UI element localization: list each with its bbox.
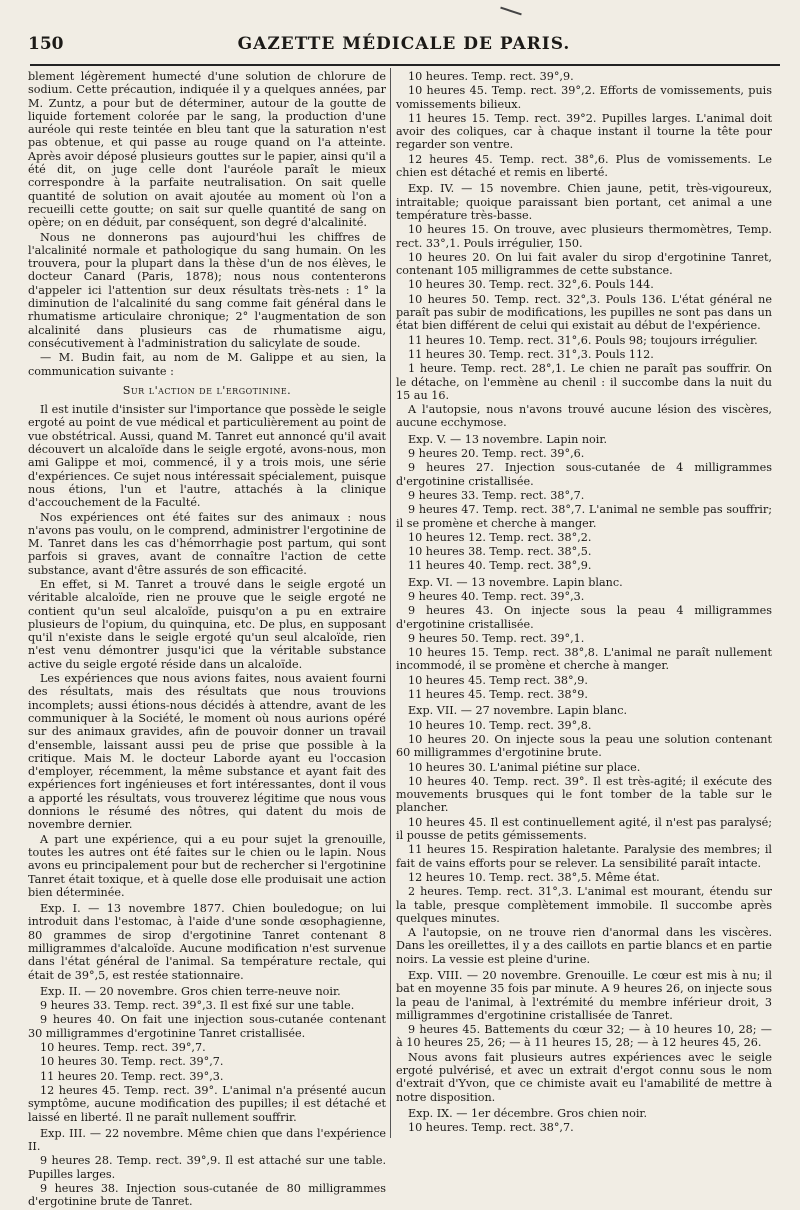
paragraph: 10 heures 15. On trouve, avec plusieurs thermomètres, Temp. rect. 33°,1. Pouls irrégulier, 150. xyxy=(396,223,772,250)
paragraph: 10 heures 45. Temp rect. 38°,9. xyxy=(408,673,588,687)
journal-title: GAZETTE MÉDICALE DE PARIS. xyxy=(237,34,571,54)
paragraph: Les expériences que nous avions faites, nous avaient fourni des résultats, mais des résultats que nous trouvions incomplets; aussi étions-nous décidés à attendre, avant de les communiquer à la Société, le moment où nous aurions opéré sur des animaux gravides, afin de pouvoir donner un travail d'ensemble, laissant aussi peu de prise que possible à la critique. Mais M. le docteur Laborde ayant eu l'occasion d'employer, récemment, la même substance et ayant fait des expériences fort ingénieuses et fort intéressantes, dont il vous a apporté les résultats, vous trouverez légitime que nous vous donnions le résumé des nôtres, qui datent du mois de novembre dernier. xyxy=(28,672,386,832)
left-column xyxy=(28,70,386,1210)
paragraph: 10 heures 30. Temp. rect. 39°,7. xyxy=(40,1055,224,1069)
experiment-heading: Exp. I. — 13 novembre 1877. Chien bouledogue; on lui introduit dans l'estomac, à l'aide d'une sonde œsophagienne, 80 grammes de sirop d'ergotinine Tanret contenant 8 milligrammes d'alcaloïde. Aucune modification n'est survenue dans l'état général de l'animal. Sa température rectale, qui était de 39°,5, est restée stationnaire. xyxy=(28,902,386,982)
experiment-heading: Exp. VII. — 27 novembre. Lapin blanc. xyxy=(408,704,628,718)
paragraph: 2 heures. Temp. rect. 31°,3. L'animal est mourant, étendu sur la table, presque complètement immobile. Il succombe après quelques minutes. xyxy=(396,885,772,925)
paragraph: 12 heures 10. Temp. rect. 38°,5. Même état. xyxy=(408,870,660,884)
paragraph: 10 heures. Temp. rect. 38°,7. xyxy=(408,1121,574,1135)
experiment-heading: Exp. III. — 22 novembre. Même chien que dans l'expérience II. xyxy=(28,1126,386,1154)
paragraph: Il est inutile d'insister sur l'importance que possède le seigle ergoté au point de vue médical et particulièrement au point de vue obstétrical. Aussi, quand M. Tanret eut annoncé qu'il avait découvert un alcaloïde dans le seigle ergoté, avons-nous, mon ami Galippe et moi, commencé, il y a trois mois, une série d'expériences. Ce sujet nous intéressait spécialement, puisque nous étions, l'un et l'autre, attachés à la clinique d'accouchement de la Faculté. xyxy=(28,403,386,510)
right-column xyxy=(396,70,772,1136)
paragraph: Nous ne donnerons pas aujourd'hui les chiffres de l'alcalinité normale et pathologique du sang humain. On les trouvera, pour la plupart dans la thèse d'un de nos élèves, le docteur Canard (Paris, 1878); nous nous contenterons d'appeler ici l'attention sur deux résultats très-nets : 1° la diminution de l'alcalinité du sang comme fait général dans le rhumatisme articulaire chronique; 2° l'augmentation de son alcalinité dans plusieurs cas de rhumatisme aigu, consécutivement à l'administration du salicylate de soude. xyxy=(28,230,386,350)
paragraph: 12 heures 45. Temp. rect. 38°,6. Plus de vomissements. Le chien est détaché et remis en liberté. xyxy=(396,152,772,180)
paragraph: A l'autopsie, nous n'avons trouvé aucune lésion des viscères, aucune ecchymose. xyxy=(396,403,772,430)
paragraph: 11 heures 30. Temp. rect. 31°,3. Pouls 112. xyxy=(408,347,654,361)
paragraph: 10 heures 20. On injecte sous la peau une solution contenant 60 milligrammes d'ergotinine brute. xyxy=(396,732,772,760)
paragraph: 10 heures 50. Temp. rect. 32°,3. Pouls 136. L'état général ne paraît pas subir de modifications, les pupilles ne sont pas dans un état bien différent de celui qui existait au début de l'expérience. xyxy=(396,292,772,333)
paragraph: 11 heures 15. Temp. rect. 39°2. Pupilles larges. L'animal doit avoir des coliques, car à chaque instant il tourne la tête pour regarder son ventre. xyxy=(396,111,772,152)
paragraph: 10 heures 30. L'animal piétine sur place. xyxy=(408,760,641,774)
paragraph: 10 heures 30. Temp. rect. 32°,6. Pouls 144. xyxy=(408,278,654,292)
paragraph: 10 heures. Temp. rect. 39°,7. xyxy=(40,1041,206,1055)
paragraph: — M. Budin fait, au nom de M. Galippe et au sien, la communication suivante : xyxy=(28,351,386,378)
paragraph: 9 heures 45. Battements du cœur 32; — à 10 heures 10, 28; — à 10 heures 25, 26; — à 11 heures 15, 28; — à 12 heures 45, 26. xyxy=(396,1023,772,1050)
paragraph: Nos expériences ont été faites sur des animaux : nous n'avons pas voulu, on le comprend, administrer l'ergotinine de M. Tanret dans les cas d'hémorrhagie post partum, qui sont parfois si graves, avant de connaître l'action de cette substance, avant d'être assurés de son efficacité. xyxy=(28,510,386,577)
experiment-heading: Exp. VI. — 13 novembre. Lapin blanc. xyxy=(408,575,623,589)
paragraph: Nous avons fait plusieurs autres expériences avec le seigle ergoté pulvérisé, et avec un extrait d'ergot connu sous le nom d'extrait d'Yvon, que ce chimiste avait eu l'amabilité de mettre à notre disposition. xyxy=(396,1050,772,1104)
section-title: Sur l'action de l'ergotinine. xyxy=(122,383,292,397)
experiment-heading: Exp. IX. — 1er décembre. Gros chien noir. xyxy=(408,1106,648,1120)
paragraph: blement légèrement humecté d'une solution de chlorure de sodium. Cette précaution, indiquée il y a quelques années, par M. Zuntz, a pour but de déterminer, autour de la goutte de liquide fortement colorée par le sang, la production d'une auréole qui reste teintée en bleu tant que la saturation n'est pas obtenue, et qui passe au rouge quand on l'a atteinte. Après avoir déposé plusieurs gouttes sur le papier, ainsi qu'il a été dit, on juge celle dont l'auréole paraît le mieux correspondre à la parfaite neutralisation. On sait quelle quantité de solution on avait ajoutée au moment où l'on a recueilli cette goutte; on sait sur quelle quantité de sang on opère; on en déduit, par conséquent, son degré d'alcalinité. xyxy=(28,70,386,230)
paragraph: 10 heures 20. On lui fait avaler du sirop d'ergotinine Tanret, contenant 105 milligrammes de cette substance. xyxy=(396,250,772,278)
experiment-heading: Exp. IV. — 15 novembre. Chien jaune, petit, très-vigoureux, intraitable; quoique paraissant bien portant, cet animal a une température très-basse. xyxy=(396,182,772,222)
paragraph: 9 heures 47. Temp. rect. 38°,7. L'animal ne semble pas souffrir; il se promène et cherche à manger. xyxy=(396,503,772,530)
page-number: 150 xyxy=(28,34,64,54)
paragraph: 9 heures 43. On injecte sous la peau 4 milligrammes d'ergotinine cristallisée. xyxy=(396,604,772,631)
paragraph: A l'autopsie, on ne trouve rien d'anormal dans les viscères. Dans les oreillettes, il y a des caillots en partie blancs et en partie noirs. La vessie est pleine d'urine. xyxy=(396,926,772,966)
paragraph: 12 heures 45. Temp. rect. 39°. L'animal n'a présenté aucun symptôme, aucune modification des pupilles; il est détaché et laissé en liberté. Il ne paraît nullement souffrir. xyxy=(28,1083,386,1124)
paragraph: 11 heures 45. Temp. rect. 38°9. xyxy=(408,688,588,702)
column-divider xyxy=(390,68,391,1138)
paragraph: 10 heures 45. Il est continuellement agité, il n'est pas paralysé; il pousse de petits gémissements. xyxy=(396,815,772,843)
paragraph: 9 heures 33. Temp. rect. 39°,3. Il est fixé sur une table. xyxy=(40,999,355,1013)
ink-mark xyxy=(500,7,522,16)
paragraph: 9 heures 40. On fait une injection sous-cutanée contenant 30 milligrammes d'ergotinine Tanret cristallisée. xyxy=(28,1013,386,1040)
experiment-heading: Exp. II. — 20 novembre. Gros chien terre-neuve noir. xyxy=(40,984,341,998)
paragraph: 10 heures 12. Temp. rect. 38°,2. xyxy=(408,530,592,544)
paragraph: 9 heures 38. Injection sous-cutanée de 80 milligrammes d'ergotinine brute de Tanret. xyxy=(28,1182,386,1209)
experiment-heading: Exp. VIII. — 20 novembre. Grenouille. Le cœur est mis à nu; il bat en moyenne 35 fois par minute. A 9 heures 26, on injecte sous la peau de l'animal, à l'extrémité du membre inférieur droit, 3 milligrammes d'ergotinine cristallisée de Tanret. xyxy=(396,969,772,1022)
paragraph: En effet, si M. Tanret a trouvé dans le seigle ergoté un véritable alcaloïde, rien ne prouve que le seigle ergoté ne contient qu'un seul alcaloïde, puisqu'on a pu en extraire plusieurs de l'opium, du quinquina, etc. De plus, en supposant qu'il n'existe dans le seigle ergoté qu'un seul alcaloïde, rien n'est venu démontrer jusqu'ici que la véritable substance active du seigle ergoté réside dans un alcaloïde. xyxy=(28,577,386,671)
page-header xyxy=(28,32,780,62)
paragraph: 9 heures 50. Temp. rect. 39°,1. xyxy=(408,631,585,645)
paragraph: 1 heure. Temp. rect. 28°,1. Le chien ne paraît pas souffrir. On le détache, on l'emmène au chenil : il succombe dans la nuit du 15 au 16. xyxy=(396,362,772,402)
paragraph: 11 heures 20. Temp. rect. 39°,3. xyxy=(40,1069,224,1083)
paragraph: 9 heures 28. Temp. rect. 39°,9. Il est attaché sur une table. Pupilles larges. xyxy=(28,1154,386,1181)
paragraph: 10 heures 10. Temp. rect. 39°,8. xyxy=(408,718,592,732)
paragraph: 11 heures 40. Temp. rect. 38°,9. xyxy=(408,559,592,573)
paragraph: 10 heures 45. Temp. rect. 39°,2. Efforts de vomissements, puis vomissements bilieux. xyxy=(396,84,772,111)
paragraph: 9 heures 20. Temp. rect. 39°,6. xyxy=(408,447,585,461)
paragraph: 9 heures 40. Temp. rect. 39°,3. xyxy=(408,589,585,603)
paragraph: 10 heures 38. Temp. rect. 38°,5. xyxy=(408,545,592,559)
paragraph: 11 heures 15. Respiration haletante. Paralysie des membres; il fait de vains efforts pour se relever. La sensibilité paraît intacte. xyxy=(396,843,772,870)
paragraph: A part une expérience, qui a eu pour sujet la grenouille, toutes les autres ont été faites sur le chien ou le lapin. Nous avons eu principalement pour but de rechercher si l'ergotinine Tanret était toxique, et à quelle dose elle produisait une action bien déterminée. xyxy=(28,832,386,899)
header-rule xyxy=(30,64,780,66)
paragraph: 11 heures 10. Temp. rect. 31°,6. Pouls 98; toujours irrégulier. xyxy=(408,333,758,347)
paragraph: 10 heures. Temp. rect. 39°,9. xyxy=(408,70,574,83)
experiment-heading: Exp. V. — 13 novembre. Lapin noir. xyxy=(408,432,608,446)
paragraph: 10 heures 40. Temp. rect. 39°. Il est très-agité; il exécute des mouvements brusques qui le font tomber de la table sur le plancher. xyxy=(396,774,772,815)
paragraph: 9 heures 33. Temp. rect. 38°,7. xyxy=(408,488,585,502)
paragraph: 9 heures 27. Injection sous-cutanée de 4 milligrammes d'ergotinine cristallisée. xyxy=(396,461,772,488)
paragraph: 10 heures 15. Temp. rect. 38°,8. L'animal ne paraît nullement incommodé, il se promène et cherche à manger. xyxy=(396,646,772,673)
